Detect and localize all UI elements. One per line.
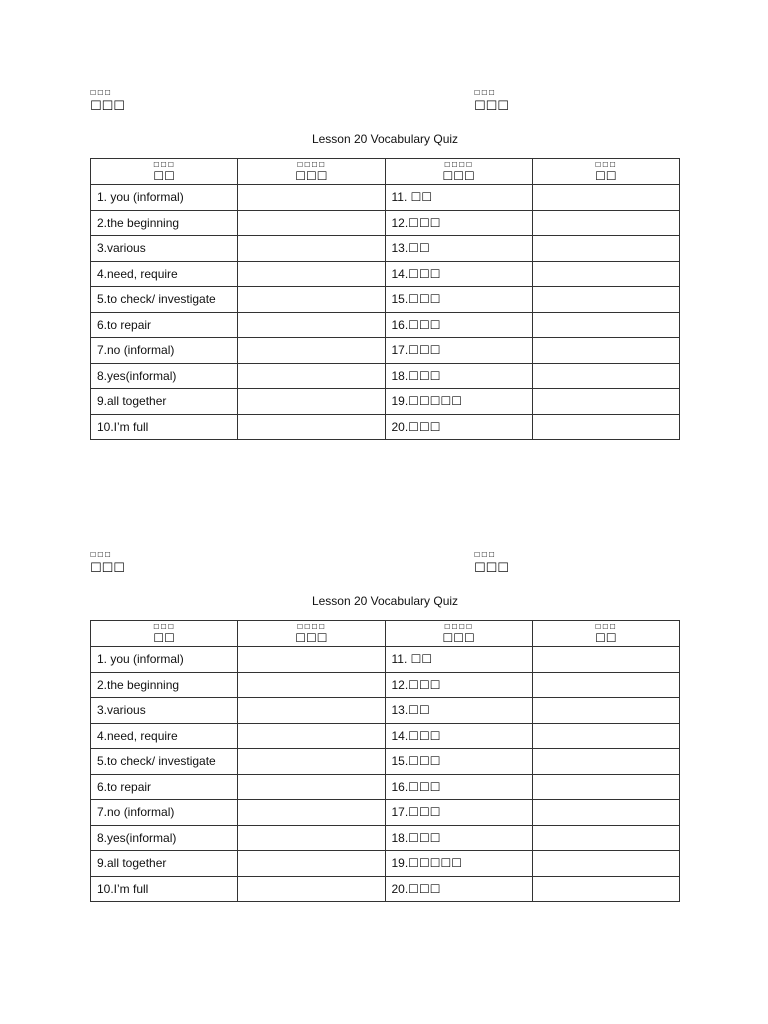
answer-cell[interactable] [238, 210, 385, 236]
english-prompt: 7.no (informal) [91, 800, 238, 826]
table-row [91, 698, 680, 724]
japanese-prompt: 15.☐☐☐ [385, 287, 532, 313]
header-cell [385, 159, 532, 185]
japanese-prompt: 15.☐☐☐ [385, 749, 532, 775]
table-row [91, 287, 680, 313]
name-field [90, 90, 125, 112]
table-row [91, 389, 680, 415]
header-ruby: ☐☐☐ [153, 623, 176, 631]
answer-cell[interactable] [238, 749, 385, 775]
header-label: ☐☐ [595, 630, 617, 645]
answer-cell[interactable] [532, 698, 679, 724]
english-prompt: 3.various [91, 698, 238, 724]
english-prompt: 9.all together [91, 389, 238, 415]
header-cell [91, 159, 238, 185]
header-ruby: ☐☐☐ [594, 623, 617, 631]
answer-cell[interactable] [238, 236, 385, 262]
table-row [91, 363, 680, 389]
english-prompt: 10.I’m full [91, 876, 238, 902]
japanese-prompt: 18.☐☐☐ [385, 825, 532, 851]
header-cell [385, 621, 532, 647]
answer-cell[interactable] [532, 287, 679, 313]
header-ruby: ☐☐☐☐ [444, 161, 474, 169]
answer-cell[interactable] [532, 261, 679, 287]
japanese-prompt: 16.☐☐☐ [385, 312, 532, 338]
japanese-prompt: 20.☐☐☐ [385, 876, 532, 902]
japanese-prompt: 16.☐☐☐ [385, 774, 532, 800]
quiz-title: Lesson 20 Vocabulary Quiz [311, 594, 459, 608]
name-field-label: ☐☐☐ [90, 560, 125, 575]
table-header-row [91, 159, 680, 185]
answer-cell[interactable] [532, 338, 679, 364]
date-field-label: ☐☐☐ [474, 560, 509, 575]
date-field [474, 552, 509, 574]
table-row [91, 647, 680, 673]
answer-cell[interactable] [238, 698, 385, 724]
table-row [91, 672, 680, 698]
answer-cell[interactable] [532, 210, 679, 236]
answer-cell[interactable] [238, 363, 385, 389]
name-field-label: ☐☐☐ [90, 98, 125, 113]
table-row [91, 210, 680, 236]
table-header-row [91, 621, 680, 647]
answer-cell[interactable] [532, 749, 679, 775]
japanese-prompt: 11. ☐☐ [385, 647, 532, 673]
date-field-ruby: ☐☐☐ [474, 552, 496, 559]
header-ruby: ☐☐☐☐ [296, 623, 326, 631]
answer-cell[interactable] [532, 312, 679, 338]
japanese-prompt: 12.☐☐☐ [385, 672, 532, 698]
english-prompt: 8.yes(informal) [91, 363, 238, 389]
japanese-prompt: 17.☐☐☐ [385, 338, 532, 364]
header-label: ☐☐ [595, 168, 617, 183]
vocabulary-table [90, 620, 680, 902]
english-prompt: 4.need, require [91, 723, 238, 749]
answer-cell[interactable] [532, 389, 679, 415]
answer-cell[interactable] [238, 800, 385, 826]
answer-cell[interactable] [238, 825, 385, 851]
header-label: ☐☐☐ [442, 630, 475, 645]
header-label: ☐☐☐ [295, 630, 328, 645]
header-ruby: ☐☐☐☐ [296, 161, 326, 169]
english-prompt: 2.the beginning [91, 210, 238, 236]
header-cell [238, 621, 385, 647]
answer-cell[interactable] [238, 876, 385, 902]
table-row [91, 312, 680, 338]
table-row [91, 774, 680, 800]
english-prompt: 6.to repair [91, 774, 238, 800]
japanese-prompt: 18.☐☐☐ [385, 363, 532, 389]
date-field-label: ☐☐☐ [474, 98, 509, 113]
japanese-prompt: 17.☐☐☐ [385, 800, 532, 826]
english-prompt: 4.need, require [91, 261, 238, 287]
japanese-prompt: 14.☐☐☐ [385, 723, 532, 749]
vocabulary-quiz-1 [90, 90, 680, 440]
answer-cell[interactable] [532, 800, 679, 826]
english-prompt: 5.to check/ investigate [91, 287, 238, 313]
header-label: ☐☐☐ [442, 168, 475, 183]
table-row [91, 723, 680, 749]
header-label: ☐☐ [153, 168, 175, 183]
english-prompt: 5.to check/ investigate [91, 749, 238, 775]
answer-cell[interactable] [532, 825, 679, 851]
answer-cell[interactable] [532, 236, 679, 262]
answer-cell[interactable] [238, 672, 385, 698]
japanese-prompt: 13.☐☐ [385, 236, 532, 262]
table-row [91, 414, 680, 440]
date-field [474, 90, 509, 112]
answer-cell[interactable] [238, 389, 385, 415]
answer-cell[interactable] [238, 647, 385, 673]
answer-cell[interactable] [238, 312, 385, 338]
japanese-prompt: 20.☐☐☐ [385, 414, 532, 440]
header-ruby: ☐☐☐☐ [444, 623, 474, 631]
header-label: ☐☐☐ [295, 168, 328, 183]
answer-cell[interactable] [238, 774, 385, 800]
name-field [90, 552, 125, 574]
table-row [91, 236, 680, 262]
vocabulary-table [90, 158, 680, 440]
table-row [91, 749, 680, 775]
header-cell [238, 159, 385, 185]
header-ruby: ☐☐☐ [153, 161, 176, 169]
answer-cell[interactable] [238, 185, 385, 211]
english-prompt: 9.all together [91, 851, 238, 877]
answer-cell[interactable] [532, 647, 679, 673]
english-prompt: 8.yes(informal) [91, 825, 238, 851]
english-prompt: 3.various [91, 236, 238, 262]
answer-cell[interactable] [238, 287, 385, 313]
answer-cell[interactable] [532, 851, 679, 877]
table-row [91, 876, 680, 902]
answer-cell[interactable] [238, 851, 385, 877]
name-field-ruby: ☐☐☐ [90, 90, 112, 97]
table-row [91, 185, 680, 211]
header-label: ☐☐ [153, 630, 175, 645]
answer-cell[interactable] [532, 672, 679, 698]
table-row [91, 800, 680, 826]
table-row [91, 825, 680, 851]
answer-cell[interactable] [532, 185, 679, 211]
table-row [91, 261, 680, 287]
table-row [91, 851, 680, 877]
japanese-prompt: 12.☐☐☐ [385, 210, 532, 236]
header-cell [532, 621, 679, 647]
english-prompt: 7.no (informal) [91, 338, 238, 364]
japanese-prompt: 19.☐☐☐☐☐ [385, 851, 532, 877]
english-prompt: 10.I’m full [91, 414, 238, 440]
table-row [91, 338, 680, 364]
header-cell [91, 621, 238, 647]
answer-cell[interactable] [238, 338, 385, 364]
english-prompt: 2.the beginning [91, 672, 238, 698]
answer-cell[interactable] [532, 414, 679, 440]
answer-cell[interactable] [532, 876, 679, 902]
english-prompt: 1. you (informal) [91, 647, 238, 673]
answer-cell[interactable] [532, 774, 679, 800]
japanese-prompt: 14.☐☐☐ [385, 261, 532, 287]
answer-cell[interactable] [532, 723, 679, 749]
answer-cell[interactable] [238, 723, 385, 749]
date-field-ruby: ☐☐☐ [474, 90, 496, 97]
answer-cell[interactable] [238, 414, 385, 440]
japanese-prompt: 19.☐☐☐☐☐ [385, 389, 532, 415]
japanese-prompt: 11. ☐☐ [385, 185, 532, 211]
answer-cell[interactable] [532, 363, 679, 389]
quiz-title: Lesson 20 Vocabulary Quiz [311, 132, 459, 146]
english-prompt: 1. you (informal) [91, 185, 238, 211]
english-prompt: 6.to repair [91, 312, 238, 338]
japanese-prompt: 13.☐☐ [385, 698, 532, 724]
answer-cell[interactable] [238, 261, 385, 287]
vocabulary-quiz-2 [90, 552, 680, 902]
header-ruby: ☐☐☐ [594, 161, 617, 169]
name-field-ruby: ☐☐☐ [90, 552, 112, 559]
header-cell [532, 159, 679, 185]
